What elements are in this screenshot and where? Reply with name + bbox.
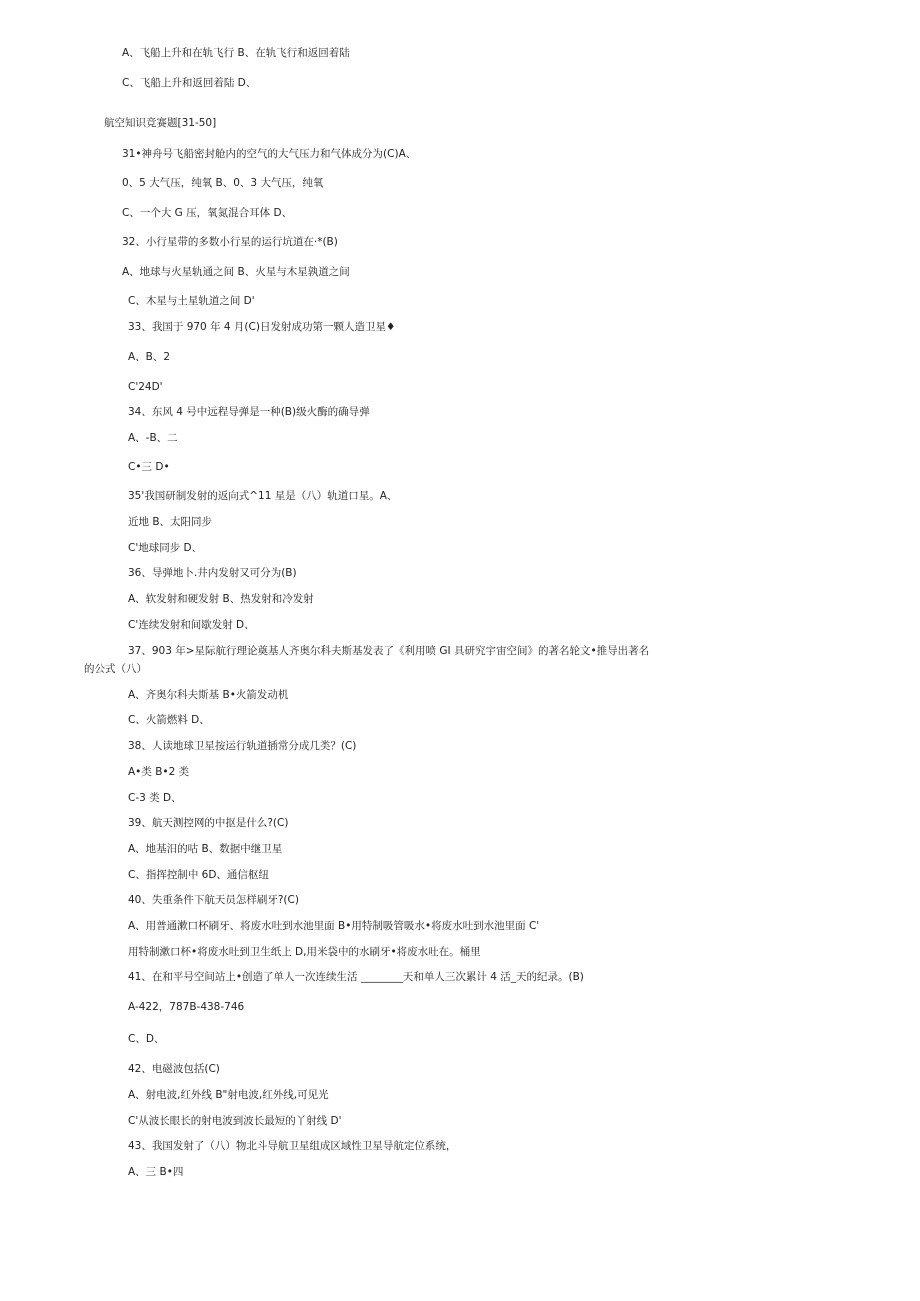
- text-line: A、地基汨的咕 B、数据中继卫星: [128, 843, 283, 855]
- text-line: 39、航天测控网的中抠是什么?(C): [128, 817, 289, 829]
- text-line: C'连续发射和间歇发射 D、: [128, 619, 255, 631]
- text-line: A、三 B•四: [128, 1166, 184, 1178]
- text-line: A•类 B•2 类: [128, 766, 190, 778]
- text-line: A、齐奥尔科夫斯基 B•火箭发动机: [128, 689, 289, 701]
- text-line: 35'我国研制发射的返向式^11 星是（八）轨道口星。A、: [128, 490, 398, 502]
- text-line: A、用普通漱口杯刷牙、将废水吐到水池里面 B•用特制吸管吸水•将废水吐到水池里面 C': [128, 920, 540, 932]
- text-line: 34、东风 4 号中远程导弹是一种(B)级火酶的确导弹: [128, 406, 370, 418]
- text-line: C、D、: [128, 1033, 165, 1045]
- text-line: 的公式（八）: [84, 663, 147, 675]
- text-line: A、射电波,红外线 B"射电波,红外线,可见光: [128, 1089, 329, 1101]
- text-line: C'从波长眼长的射电波到波长最短的丫射线 D': [128, 1115, 342, 1127]
- text-line: C'24D': [128, 381, 163, 393]
- text-line: 43、我国发射了（八）物北斗导航卫星组成区域性卫星导航定位系统，: [128, 1140, 457, 1152]
- text-line: C、飞船上升和返回着陆 D、: [122, 77, 257, 89]
- text-line: C-3 类 D、: [128, 792, 182, 804]
- text-line: 42、电磁波包括(C): [128, 1063, 220, 1075]
- text-line: 32、小行星带的多数小行星的运行坑道在·*(B): [122, 236, 338, 248]
- text-line: 38、人读地球卫星按运行轨道插常分成几类？(C): [128, 740, 357, 752]
- section-heading: 航空知识竞赛题[31-50]: [104, 117, 217, 129]
- text-line: A、地球与火星轨通之间 B、火星与木星孰道之间: [122, 266, 350, 278]
- text-line: C、一个大 G 压，氧氮混合耳体 D、: [122, 207, 293, 219]
- text-line: 31•神舟号飞船密封舱内的空气的大气压力和气体成分为(C)A、: [122, 148, 417, 160]
- text-line: 用特制漱口杯•将废水吐到卫生纸上 D,用米袋中的水刷牙•将废水吐在。桶里: [128, 946, 481, 958]
- text-line: 37、903 年>星际航行理论奠基人齐奥尔科夫斯基发表了《利用喷 GI 具研究宇宙空间》的著名轮文•推导出著名: [128, 645, 650, 657]
- text-line: C、火箭燃料 D、: [128, 714, 210, 726]
- text-line: C•三 D•: [128, 461, 170, 473]
- text-line: 41、在和平号空间站上•创造了单人一次连续生活 ________天和单人三次累计 4 活_天的纪录。(B): [128, 971, 584, 983]
- text-line: A-422，787B-438-746: [128, 1001, 245, 1013]
- text-line: A、软发射和硬发射 B、热发射和冷发射: [128, 593, 314, 605]
- text-line: A、B、2: [128, 351, 171, 363]
- text-line: 33、我国于 970 年 4 月(C)日发射成功第一颗人造卫星♦: [128, 321, 396, 333]
- text-line: A、-B、二: [128, 432, 178, 444]
- text-line: 40、失重条件下航天员怎样刷牙?(C): [128, 894, 299, 906]
- text-line: 近地 B、太阳同步: [128, 516, 213, 528]
- text-line: 0、5 大气压，纯氧 B、0、3 大气压，纯氧: [122, 177, 324, 189]
- text-line: A、飞船上升和在轨飞行 B、在轨飞行和返回着陆: [122, 47, 350, 59]
- text-line: C、木星与土星轨道之间 D': [128, 295, 255, 307]
- text-line: C'地球同步 D、: [128, 542, 203, 554]
- text-line: 36、导弹地卜.井内发射又可分为(B): [128, 567, 297, 579]
- text-line: C、指挥控制中 6D、通信枢纽: [128, 869, 269, 881]
